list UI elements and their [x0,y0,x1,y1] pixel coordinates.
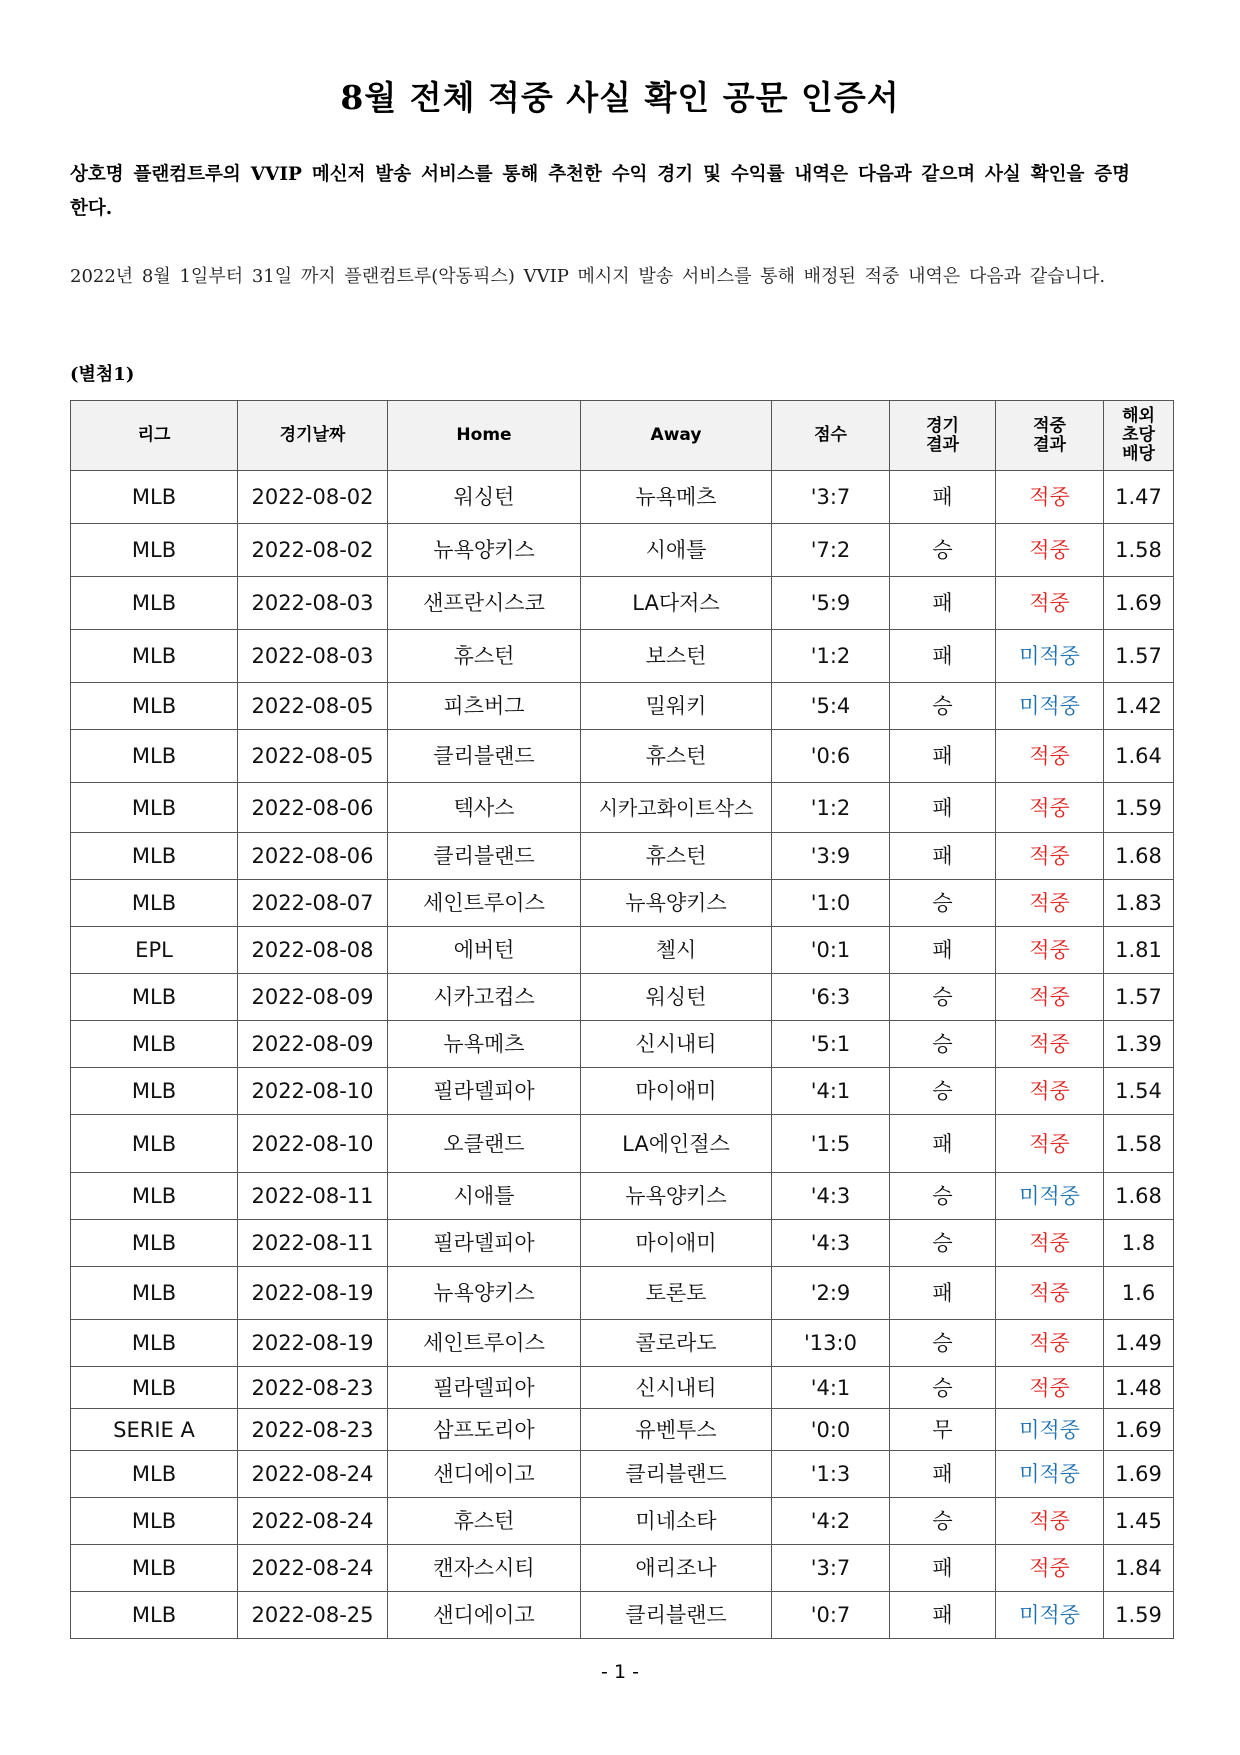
cell-date: 2022-08-23 [238,1367,388,1409]
cell-home: 클리블랜드 [388,833,581,880]
cell-score: '7:2 [772,524,890,577]
cell-home: 클리블랜드 [388,730,581,783]
table-row [71,1451,1174,1498]
cell-score: '2:9 [772,1267,890,1320]
header-hit-result: 적중 결과 [996,401,1104,471]
cell-hit-result: 적중 [996,974,1104,1021]
cell-score: '6:3 [772,974,890,1021]
cell-away: 마이애미 [581,1220,772,1267]
cell-hit-result: 적중 [996,1545,1104,1592]
cell-hit-result: 적중 [996,880,1104,927]
cell-game-result: 패 [890,1451,996,1498]
table-row [71,1498,1174,1545]
cell-home: 필라델피아 [388,1367,581,1409]
table-row [71,1068,1174,1115]
cell-league: MLB [71,524,238,577]
cell-game-result: 무 [890,1409,996,1451]
cell-home: 캔자스시티 [388,1545,581,1592]
cell-odds: 1.69 [1104,1451,1174,1498]
cell-odds: 1.81 [1104,927,1174,974]
cell-score: '1:3 [772,1451,890,1498]
cell-away: 클리블랜드 [581,1592,772,1639]
cell-odds: 1.83 [1104,880,1174,927]
header-odds: 해외 초당 배당 [1104,401,1174,471]
cell-score: '4:3 [772,1220,890,1267]
cell-league: MLB [71,880,238,927]
cell-game-result: 승 [890,683,996,730]
table-row [71,1220,1174,1267]
cell-league: MLB [71,1498,238,1545]
table-row [71,1320,1174,1367]
cell-league: MLB [71,1320,238,1367]
table-row [71,683,1174,730]
table-row [71,1545,1174,1592]
document-title: 8월 전체 적중 사실 확인 공문 인증서 [340,78,900,117]
table-row [71,1367,1174,1409]
cell-league: SERIE A [71,1409,238,1451]
cell-home: 피츠버그 [388,683,581,730]
cell-home: 뉴욕양키스 [388,1267,581,1320]
cell-game-result: 패 [890,471,996,524]
cell-game-result: 승 [890,524,996,577]
cell-date: 2022-08-05 [238,683,388,730]
cell-game-result: 승 [890,1068,996,1115]
cell-home: 텍사스 [388,783,581,833]
cell-home: 오클랜드 [388,1115,581,1173]
cell-hit-result: 적중 [996,783,1104,833]
cell-date: 2022-08-23 [238,1409,388,1451]
cell-odds: 1.48 [1104,1367,1174,1409]
cell-date: 2022-08-24 [238,1498,388,1545]
cell-league: MLB [71,1021,238,1068]
cell-league: MLB [71,577,238,630]
cell-game-result: 패 [890,1592,996,1639]
header-league: 리그 [71,401,238,471]
cell-score: '4:3 [772,1173,890,1220]
cell-score: '3:7 [772,471,890,524]
cell-game-result: 승 [890,1021,996,1068]
cell-home: 샌디에이고 [388,1592,581,1639]
cell-date: 2022-08-02 [238,524,388,577]
cell-date: 2022-08-10 [238,1068,388,1115]
cell-odds: 1.59 [1104,783,1174,833]
cell-away: 워싱턴 [581,974,772,1021]
cell-home: 샌디에이고 [388,1451,581,1498]
cell-home: 필라델피아 [388,1068,581,1115]
cell-away: 유벤투스 [581,1409,772,1451]
page-number: - 1 - [601,1661,639,1683]
cell-date: 2022-08-24 [238,1451,388,1498]
intro-paragraph: 상호명 플랜컴트루의 VVIP 메신저 발송 서비스를 통해 추천한 수익 경기 및 수익률 내역은 다음과 같으며 사실 확인을 증명한다. [70,164,1130,219]
cell-odds: 1.64 [1104,730,1174,783]
cell-odds: 1.68 [1104,1173,1174,1220]
cell-league: MLB [71,1115,238,1173]
cell-score: '4:1 [772,1367,890,1409]
cell-score: '13:0 [772,1320,890,1367]
cell-score: '0:7 [772,1592,890,1639]
cell-league: MLB [71,1220,238,1267]
table-row [71,1409,1174,1451]
cell-hit-result: 미적중 [996,630,1104,683]
cell-score: '1:0 [772,880,890,927]
table-row [71,783,1174,833]
table-row [71,630,1174,683]
cell-score: '4:1 [772,1068,890,1115]
cell-league: MLB [71,1367,238,1409]
cell-hit-result: 적중 [996,577,1104,630]
header-home: Home [388,401,581,471]
cell-hit-result: 적중 [996,833,1104,880]
cell-odds: 1.58 [1104,1115,1174,1173]
cell-hit-result: 적중 [996,927,1104,974]
cell-league: MLB [71,1451,238,1498]
header-score: 점수 [772,401,890,471]
cell-score: '1:2 [772,783,890,833]
cell-hit-result: 미적중 [996,1592,1104,1639]
cell-date: 2022-08-09 [238,974,388,1021]
cell-score: '5:1 [772,1021,890,1068]
cell-game-result: 패 [890,577,996,630]
table-body [71,471,1174,1639]
cell-hit-result: 적중 [996,1267,1104,1320]
cell-league: MLB [71,683,238,730]
cell-away: 클리블랜드 [581,1451,772,1498]
cell-away: 마이애미 [581,1068,772,1115]
header-away: Away [581,401,772,471]
cell-odds: 1.47 [1104,471,1174,524]
cell-away: LA다저스 [581,577,772,630]
cell-away: 휴스턴 [581,833,772,880]
table-row [71,577,1174,630]
cell-game-result: 패 [890,1267,996,1320]
cell-game-result: 패 [890,730,996,783]
cell-date: 2022-08-09 [238,1021,388,1068]
cell-home: 휴스턴 [388,1498,581,1545]
cell-date: 2022-08-07 [238,880,388,927]
cell-odds: 1.84 [1104,1545,1174,1592]
table-header-row [71,401,1174,471]
cell-odds: 1.39 [1104,1021,1174,1068]
cell-date: 2022-08-06 [238,833,388,880]
cell-league: MLB [71,833,238,880]
cell-away: 보스턴 [581,630,772,683]
cell-date: 2022-08-03 [238,577,388,630]
cell-hit-result: 적중 [996,1021,1104,1068]
cell-score: '3:7 [772,1545,890,1592]
cell-game-result: 패 [890,1115,996,1173]
table-row [71,1115,1174,1173]
header-date: 경기날짜 [238,401,388,471]
header-game-result: 경기 결과 [890,401,996,471]
table-row [71,730,1174,783]
cell-date: 2022-08-11 [238,1173,388,1220]
cell-date: 2022-08-19 [238,1320,388,1367]
cell-game-result: 승 [890,974,996,1021]
cell-away: 밀워키 [581,683,772,730]
cell-home: 세인트루이스 [388,1320,581,1367]
cell-away: 미네소타 [581,1498,772,1545]
attachment-label: (별첨1) [70,364,135,385]
cell-odds: 1.69 [1104,1409,1174,1451]
cell-away: 토론토 [581,1267,772,1320]
cell-date: 2022-08-03 [238,630,388,683]
cell-league: MLB [71,974,238,1021]
cell-away: 뉴욕메츠 [581,471,772,524]
cell-away: LA에인절스 [581,1115,772,1173]
cell-league: EPL [71,927,238,974]
table-row [71,974,1174,1021]
cell-hit-result: 적중 [996,524,1104,577]
cell-hit-result: 적중 [996,471,1104,524]
cell-hit-result: 적중 [996,1220,1104,1267]
table-row [71,1592,1174,1639]
cell-score: '5:4 [772,683,890,730]
table-row [71,1021,1174,1068]
cell-score: '1:5 [772,1115,890,1173]
cell-away: 뉴욕양키스 [581,1173,772,1220]
cell-home: 에버턴 [388,927,581,974]
cell-home: 샌프란시스코 [388,577,581,630]
cell-league: MLB [71,471,238,524]
cell-away: 시애틀 [581,524,772,577]
table-row [71,927,1174,974]
cell-home: 시애틀 [388,1173,581,1220]
cell-odds: 1.57 [1104,630,1174,683]
cell-hit-result: 적중 [996,1320,1104,1367]
cell-date: 2022-08-19 [238,1267,388,1320]
cell-hit-result: 적중 [996,1367,1104,1409]
cell-hit-result: 적중 [996,730,1104,783]
cell-home: 시카고컵스 [388,974,581,1021]
cell-score: '0:1 [772,927,890,974]
cell-league: MLB [71,630,238,683]
cell-odds: 1.6 [1104,1267,1174,1320]
cell-league: MLB [71,1068,238,1115]
cell-away: 신시내티 [581,1367,772,1409]
cell-score: '0:0 [772,1409,890,1451]
cell-home: 뉴욕메츠 [388,1021,581,1068]
cell-game-result: 승 [890,1367,996,1409]
cell-away: 뉴욕양키스 [581,880,772,927]
cell-away: 콜로라도 [581,1320,772,1367]
cell-odds: 1.57 [1104,974,1174,1021]
cell-home: 세인트루이스 [388,880,581,927]
cell-hit-result: 적중 [996,1498,1104,1545]
cell-home: 필라델피아 [388,1220,581,1267]
cell-game-result: 패 [890,630,996,683]
cell-odds: 1.58 [1104,524,1174,577]
cell-away: 신시내티 [581,1021,772,1068]
cell-away: 첼시 [581,927,772,974]
cell-game-result: 패 [890,833,996,880]
cell-game-result: 승 [890,1498,996,1545]
cell-date: 2022-08-06 [238,783,388,833]
cell-date: 2022-08-24 [238,1545,388,1592]
cell-odds: 1.59 [1104,1592,1174,1639]
cell-date: 2022-08-05 [238,730,388,783]
results-table [70,400,1174,1639]
table-row [71,1173,1174,1220]
cell-date: 2022-08-08 [238,927,388,974]
cell-score: '1:2 [772,630,890,683]
cell-game-result: 패 [890,783,996,833]
cell-hit-result: 미적중 [996,1409,1104,1451]
cell-date: 2022-08-10 [238,1115,388,1173]
cell-odds: 1.68 [1104,833,1174,880]
cell-league: MLB [71,1267,238,1320]
cell-odds: 1.8 [1104,1220,1174,1267]
cell-date: 2022-08-11 [238,1220,388,1267]
cell-score: '3:9 [772,833,890,880]
cell-game-result: 승 [890,880,996,927]
cell-game-result: 승 [890,1320,996,1367]
cell-away: 휴스턴 [581,730,772,783]
cell-game-result: 승 [890,1173,996,1220]
cell-odds: 1.69 [1104,577,1174,630]
cell-league: MLB [71,1173,238,1220]
table-row [71,524,1174,577]
cell-odds: 1.45 [1104,1498,1174,1545]
cell-home: 휴스턴 [388,630,581,683]
cell-hit-result: 미적중 [996,1451,1104,1498]
cell-score: '4:2 [772,1498,890,1545]
cell-game-result: 패 [890,1545,996,1592]
cell-score: '0:6 [772,730,890,783]
cell-league: MLB [71,1545,238,1592]
cell-odds: 1.42 [1104,683,1174,730]
cell-league: MLB [71,730,238,783]
table-row [71,1267,1174,1320]
table-row [71,880,1174,927]
cell-hit-result: 적중 [996,1068,1104,1115]
cell-away: 애리조나 [581,1545,772,1592]
cell-league: MLB [71,1592,238,1639]
cell-date: 2022-08-25 [238,1592,388,1639]
table-row [71,833,1174,880]
cell-odds: 1.54 [1104,1068,1174,1115]
cell-hit-result: 미적중 [996,683,1104,730]
cell-odds: 1.49 [1104,1320,1174,1367]
cell-game-result: 패 [890,927,996,974]
detail-paragraph: 2022년 8월 1일부터 31일 까지 플랜컴트루(악동픽스) VVIP 메시지 발송 서비스를 통해 배정된 적중 내역은 다음과 같습니다. [70,266,1106,287]
cell-away: 시카고화이트삭스 [581,783,772,833]
cell-home: 워싱턴 [388,471,581,524]
cell-game-result: 승 [890,1220,996,1267]
cell-date: 2022-08-02 [238,471,388,524]
table-row [71,471,1174,524]
cell-hit-result: 미적중 [996,1173,1104,1220]
cell-home: 뉴욕양키스 [388,524,581,577]
cell-score: '5:9 [772,577,890,630]
cell-league: MLB [71,783,238,833]
cell-home: 삼프도리아 [388,1409,581,1451]
cell-hit-result: 적중 [996,1115,1104,1173]
